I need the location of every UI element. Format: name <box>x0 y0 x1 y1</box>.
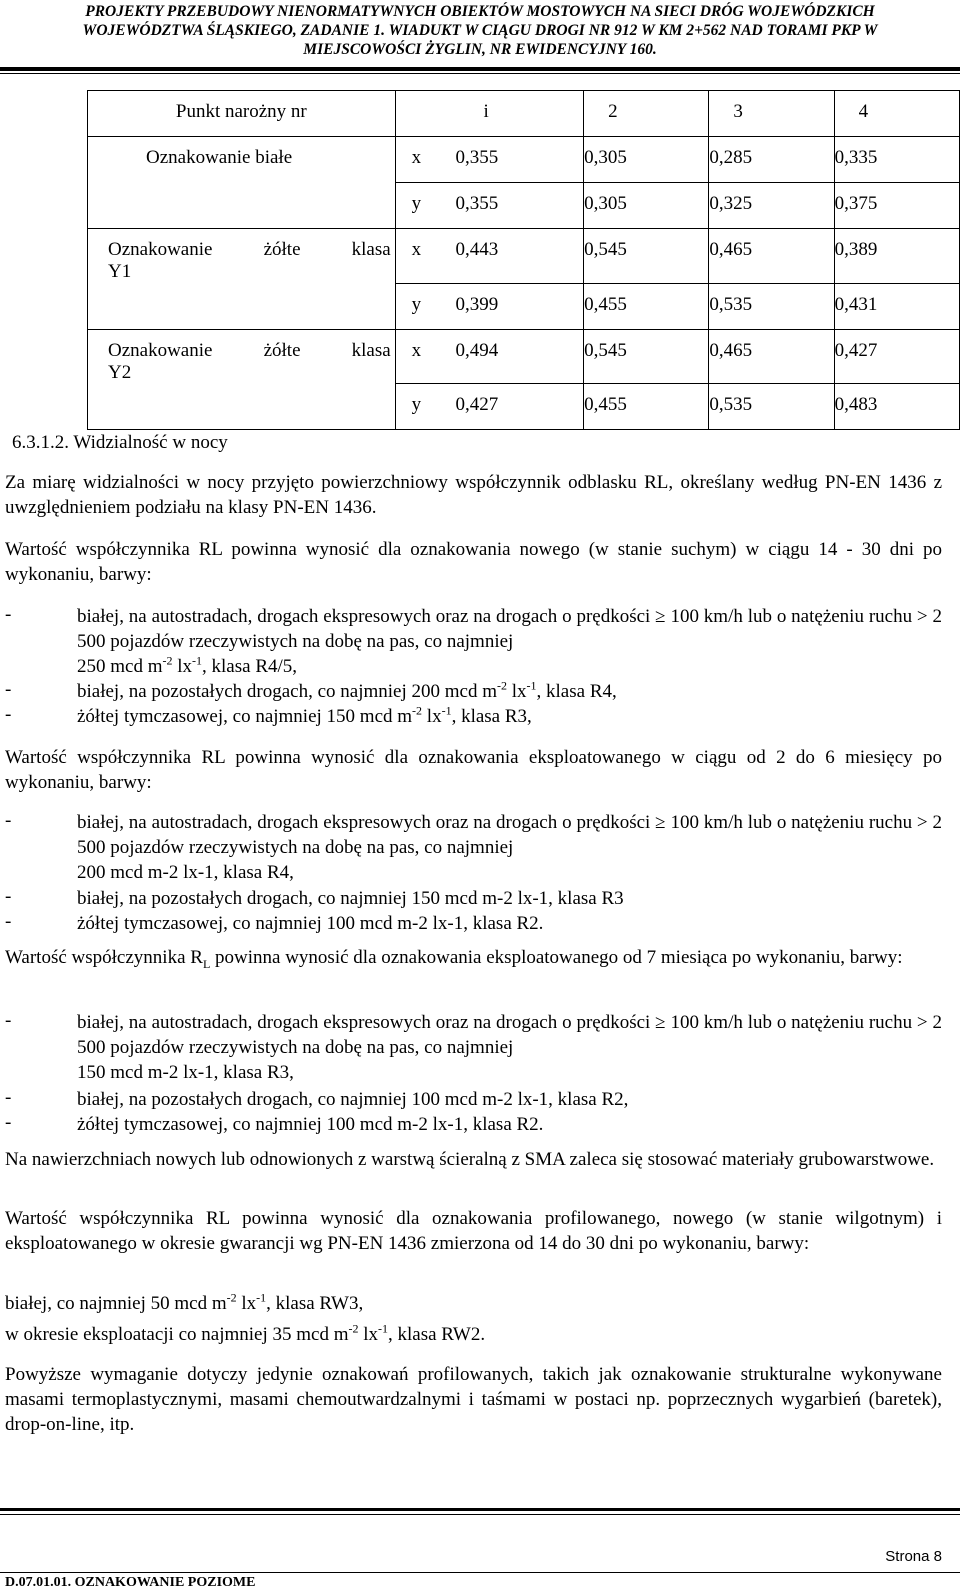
table-cell: 0,443 <box>455 229 583 284</box>
table-row <box>88 329 960 384</box>
table-row <box>88 384 960 430</box>
footer-divider-bottom <box>0 1572 960 1573</box>
paragraph: Powyższe wymaganie dotyczy jedynie oznakowań profilowanych, takich jak oznakowanie strukturalne wykonywane masami termoplastycznymi, masami chemoutwardzalnymi i taśmami w postaci np. poprzecznych wygarbień (baretek), drop-on-line, itp. <box>5 1364 942 1435</box>
table-header-col: 3 <box>709 91 834 137</box>
table-cell: 0,355 <box>455 137 583 183</box>
list-item-text: , klasa R3, <box>451 706 532 727</box>
header-divider-thin <box>0 73 960 74</box>
table-row <box>88 229 960 284</box>
row-axis: x <box>395 329 455 384</box>
table-row <box>88 137 960 183</box>
list-item-text: lx <box>507 681 527 702</box>
list-item <box>77 679 942 704</box>
row-axis: y <box>395 384 455 430</box>
line-text: lx <box>236 1293 257 1314</box>
list-bullet: - <box>5 1112 12 1133</box>
table-cell: 0,535 <box>709 283 834 329</box>
table-cell: 0,399 <box>455 283 583 329</box>
row-label-yellow-y1 <box>88 229 396 284</box>
list-item-text: białej, na pozostałych drogach, co najmniej 200 mcd m <box>77 681 497 702</box>
subscript: L <box>202 956 211 971</box>
superscript: -1 <box>192 653 203 668</box>
requirement-line <box>5 1322 485 1347</box>
list-bullet: - <box>5 886 12 907</box>
row-label-line: Y2 <box>108 361 132 383</box>
superscript: -2 <box>497 678 507 693</box>
row-label-empty <box>88 183 396 229</box>
header-divider <box>0 67 960 71</box>
table-header-label: Punkt narożny nr <box>88 91 396 137</box>
list-bullet: - <box>5 679 12 700</box>
superscript: -2 <box>226 1290 237 1305</box>
list-bullet: - <box>5 911 12 932</box>
list-item-text: , klasa R4, <box>536 681 617 702</box>
row-axis: x <box>395 229 455 284</box>
table-cell: 0,427 <box>455 384 583 430</box>
line-text: białej, co najmniej 50 mcd m <box>5 1293 227 1314</box>
list-item-text: białej, na autostradach, drogach ekspresowych oraz na drogach o prędkości ≥ 100 km/h lub o natężeniu ruchu > 2 500 pojazdów rzeczywistych na dobę na pas, co najmniej <box>77 606 942 652</box>
paragraph <box>5 945 942 970</box>
footer-spec-code: D.07.01.01. OZNAKOWANIE POZIOME <box>5 1575 256 1590</box>
row-label-line: Oznakowanie żółte klasa <box>108 339 391 361</box>
table-cell: 0,545 <box>584 229 709 284</box>
row-label-white: Oznakowanie białe <box>88 137 396 183</box>
section-title: 6.3.1.2. Widzialność w nocy <box>12 432 228 453</box>
row-label-line: Y1 <box>108 261 132 282</box>
line-text: , klasa RW2. <box>388 1324 486 1345</box>
table-cell: 0,545 <box>584 329 709 384</box>
list-item <box>77 604 942 679</box>
list-item-text: lx <box>422 706 442 727</box>
list-item-text: żółtej tymczasowej, co najmniej 150 mcd m <box>77 706 413 727</box>
list-bullet: - <box>5 810 12 831</box>
list-bullet: - <box>5 704 12 725</box>
table-cell: 0,389 <box>834 229 959 284</box>
paragraph: Na nawierzchniach nowych lub odnowionych z warstwą ścieralną z SMA zaleca się stosować materiały grubowarstwowe. <box>5 1149 935 1170</box>
table-cell: 0,305 <box>584 183 709 229</box>
requirement-line <box>5 1291 363 1316</box>
list-item <box>77 704 942 729</box>
table-header-col: i <box>455 91 583 137</box>
superscript: -1 <box>256 1290 267 1305</box>
header-line-3: MIEJSCOWOŚCI ŻYGLIN, NR EWIDENCYJNY 160. <box>303 41 657 58</box>
footer-divider-thin <box>0 1514 960 1515</box>
header-line-1: PROJEKTY PRZEBUDOWY NIENORMATYWNYCH OBIEKTÓW MOSTOWYCH NA SIECI DRÓG WOJEWÓDZKICH <box>85 3 875 20</box>
list-item-text: 250 mcd m <box>77 656 163 677</box>
row-label-empty <box>88 283 396 329</box>
line-text: , klasa RW3, <box>266 1293 364 1314</box>
table-cell: 0,305 <box>584 137 709 183</box>
row-label-empty <box>88 384 396 430</box>
paragraph: Wartość współczynnika RL powinna wynosić dla oznakowania eksploatowanego w ciągu od 2 do 6 miesięcy po wykonaniu, barwy: <box>5 747 942 793</box>
table-cell: 0,375 <box>834 183 959 229</box>
table-header-col: 4 <box>834 91 959 137</box>
row-axis: x <box>395 137 455 183</box>
list-item: białej, na pozostałych drogach, co najmniej 100 mcd m-2 lx-1, klasa R2, <box>77 1089 629 1110</box>
row-axis: y <box>395 183 455 229</box>
footer-divider <box>0 1508 960 1511</box>
document-header <box>0 0 960 68</box>
list-item-text: , klasa R4/5, <box>202 656 298 677</box>
table-cell: 0,465 <box>709 229 834 284</box>
list-item: białej, na pozostałych drogach, co najmniej 150 mcd m-2 lx-1, klasa R3 <box>77 888 624 909</box>
list-item-text: białej, na autostradach, drogach ekspresowych oraz na drogach o prędkości ≥ 100 km/h lub o natężeniu ruchu > 2 500 pojazdów rzeczywistych na dobę na pas, co najmniej <box>77 1012 942 1058</box>
paragraph: Za miarę widzialności w nocy przyjęto powierzchniowy współczynnik odblasku RL, określany według PN-EN 1436 z uwzględnieniem podziału na klasy PN-EN 1436. <box>5 472 942 518</box>
line-text: lx <box>358 1324 379 1345</box>
table-cell: 0,535 <box>709 384 834 430</box>
table-cell: 0,465 <box>709 329 834 384</box>
list-bullet: - <box>5 604 12 625</box>
table-cell: 0,285 <box>709 137 834 183</box>
superscript: -1 <box>378 1321 389 1336</box>
row-axis: y <box>395 283 455 329</box>
paragraph-text: Wartość współczynnika R <box>5 947 203 968</box>
list-item <box>77 810 942 885</box>
table-row <box>88 283 960 329</box>
table-cell: 0,427 <box>834 329 959 384</box>
table-cell: 0,455 <box>584 384 709 430</box>
paragraph: Wartość współczynnika RL powinna wynosić dla oznakowania profilowanego, nowego (w stanie wilgotnym) i eksploatowanego w okresie gwarancji wg PN-EN 1436 zmierzona od 14 do 30 dni po wykonaniu, barwy: <box>5 1208 942 1254</box>
superscript: -2 <box>348 1321 359 1336</box>
list-item: żółtej tymczasowej, co najmniej 100 mcd m-2 lx-1, klasa R2. <box>77 913 544 934</box>
list-item <box>77 1010 942 1085</box>
page-number: Strona 8 <box>885 1548 942 1565</box>
table-cell: 0,355 <box>455 183 583 229</box>
paragraph: Wartość współczynnika RL powinna wynosić dla oznakowania nowego (w stanie suchym) w ciągu 14 - 30 dni po wykonaniu, barwy: <box>5 539 942 585</box>
list-bullet: - <box>5 1087 12 1108</box>
table-cell: 0,483 <box>834 384 959 430</box>
table-cell: 0,431 <box>834 283 959 329</box>
list-item-text: 200 mcd m-2 lx-1, klasa R4, <box>77 862 294 883</box>
table-header-col: 2 <box>584 91 709 137</box>
superscript: -1 <box>526 678 537 693</box>
header-line-2: WOJEWÓDZTWA ŚLĄSKIEGO, ZADANIE 1. WIADUKT W CIĄGU DROGI NR 912 W KM 2+562 NAD TORAMI PKP W <box>82 22 878 39</box>
row-label-line: Oznakowanie żółte klasa <box>108 239 391 260</box>
table-cell: 0,325 <box>709 183 834 229</box>
list-item-text: 150 mcd m-2 lx-1, klasa R3, <box>77 1062 294 1083</box>
row-label-yellow-y2 <box>88 329 396 384</box>
superscript: -1 <box>441 703 452 718</box>
table-row <box>88 183 960 229</box>
list-item-text: białej, na autostradach, drogach ekspresowych oraz na drogach o prędkości ≥ 100 km/h lub o natężeniu ruchu > 2 500 pojazdów rzeczywistych na dobę na pas, co najmniej <box>77 812 942 858</box>
table-cell: 0,455 <box>584 283 709 329</box>
paragraph-text: powinna wynosić dla oznakowania eksploatowanego od 7 miesiąca po wykonaniu, barwy: <box>210 947 903 968</box>
table-cell: 0,494 <box>455 329 583 384</box>
table-cell: 0,335 <box>834 137 959 183</box>
superscript: -2 <box>412 703 423 718</box>
list-bullet: - <box>5 1010 12 1031</box>
list-item: żółtej tymczasowej, co najmniej 100 mcd m-2 lx-1, klasa R2. <box>77 1114 544 1135</box>
line-text: w okresie eksploatacji co najmniej 35 mcd m <box>5 1324 349 1345</box>
superscript: -2 <box>162 653 173 668</box>
table-header-row <box>88 91 960 137</box>
table-header-axis <box>395 91 455 137</box>
chromaticity-table <box>87 90 960 430</box>
list-item-text: lx <box>172 656 193 677</box>
